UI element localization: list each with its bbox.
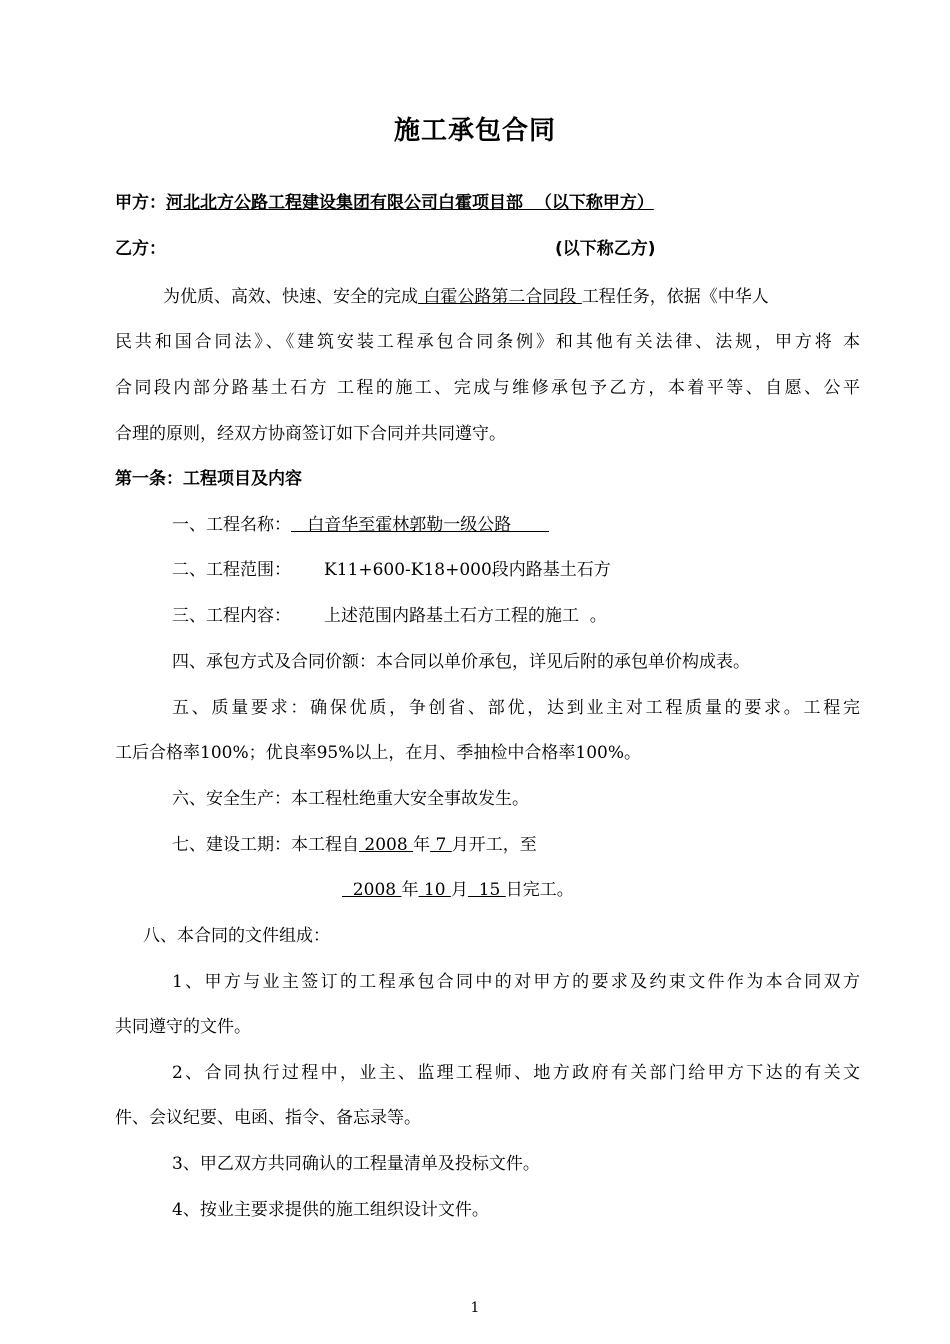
item5-line-2: 工后合格率100%；优良率95%以上，在月、季抽检中合格率100%。 [115,743,641,763]
party-a-line [115,191,860,215]
item2-line: 二、工程范围： K11+600-K18+000段内路基土石方 [172,560,611,580]
doc1-line-2: 共同遵守的文件。 [115,1017,251,1037]
party-a-name: 河北北方公路工程建设集团有限公司白霍项目部 [166,193,523,213]
item1-line: 一、工程名称： 白音华至霍林郭勒一级公路 [172,515,550,535]
project-content: 上述范围内路基土石方工程的施工 。 [324,606,607,626]
end-year: 2008 [342,880,402,900]
item7-line-1: 七、建设工期：本工程自 2008 年 7 月开工，至 [172,835,537,855]
intro-line-4: 合理的原则，经双方协商签订如下合同并共同遵守。 [115,424,506,444]
doc2-line-1: 2、合同执行过程中，业主、监理工程师、地方政府有关部门给甲方下达的有关文 [172,1063,860,1083]
item6-line: 六、安全生产：本工程杜绝重大安全事故发生。 [172,789,529,809]
start-year: 2008 [359,835,414,855]
end-day: 15 [467,880,506,900]
project-name: 白音华至霍林郭勒一级公路 [291,515,550,535]
intro-line-2: 民共和国合同法》、《建筑安装工程承包合同条例》和其他有关法律、法规，甲方将 本 [115,332,860,352]
doc3-line: 3、甲乙双方共同确认的工程量清单及投标文件。 [172,1154,540,1174]
end-month: 10 [418,880,451,900]
project-scope: K11+600-K18+000段内路基土石方 [324,560,611,580]
party-b-line [115,237,860,261]
doc1-line-1: 1、甲方与业主签订的工程承包合同中的对甲方的要求及约束文件作为本合同双方 [172,972,860,992]
intro-line-1: 为优质、高效、快速、安全的完成 白霍公路第二合同段 工程任务，依据《中华人 [163,287,769,307]
intro-line-3: 合同段内部分路基土石方 工程的施工、完成与维修承包予乙方，本着平等、自愿、公平 [115,378,860,398]
document-title: 施工承包合同 [393,116,556,146]
item8-line: 八、本合同的文件组成： [143,926,330,946]
item5-line-1: 五、质量要求：确保优质，争创省、部优，达到业主对工程质量的要求。工程完 [172,698,860,718]
page-number: 1 [470,1300,480,1316]
item3-line: 三、工程内容： 上述范围内路基土石方工程的施工 。 [172,606,607,626]
doc2-line-2: 件、会议纪要、电函、指令、备忘录等。 [115,1108,421,1128]
party-a-label: 甲方： [115,193,166,213]
doc4-line: 4、按业主要求提供的施工组织设计文件。 [172,1200,489,1220]
party-a-note: （以下称甲方） [534,193,654,213]
item7-line-2: 2008 年 10 月 15 日完工。 [342,880,574,900]
article1-heading: 第一条：工程项目及内容 [115,469,302,489]
party-b-label: 乙方： [115,239,166,259]
party-b-note: (以下称乙方) [555,239,656,259]
item4-line: 四、承包方式及合同价额：本合同以单价承包，详见后附的承包单价构成表。 [172,652,750,672]
project-section: 白霍公路第二合同段 [418,287,582,307]
start-month: 7 [430,835,452,855]
